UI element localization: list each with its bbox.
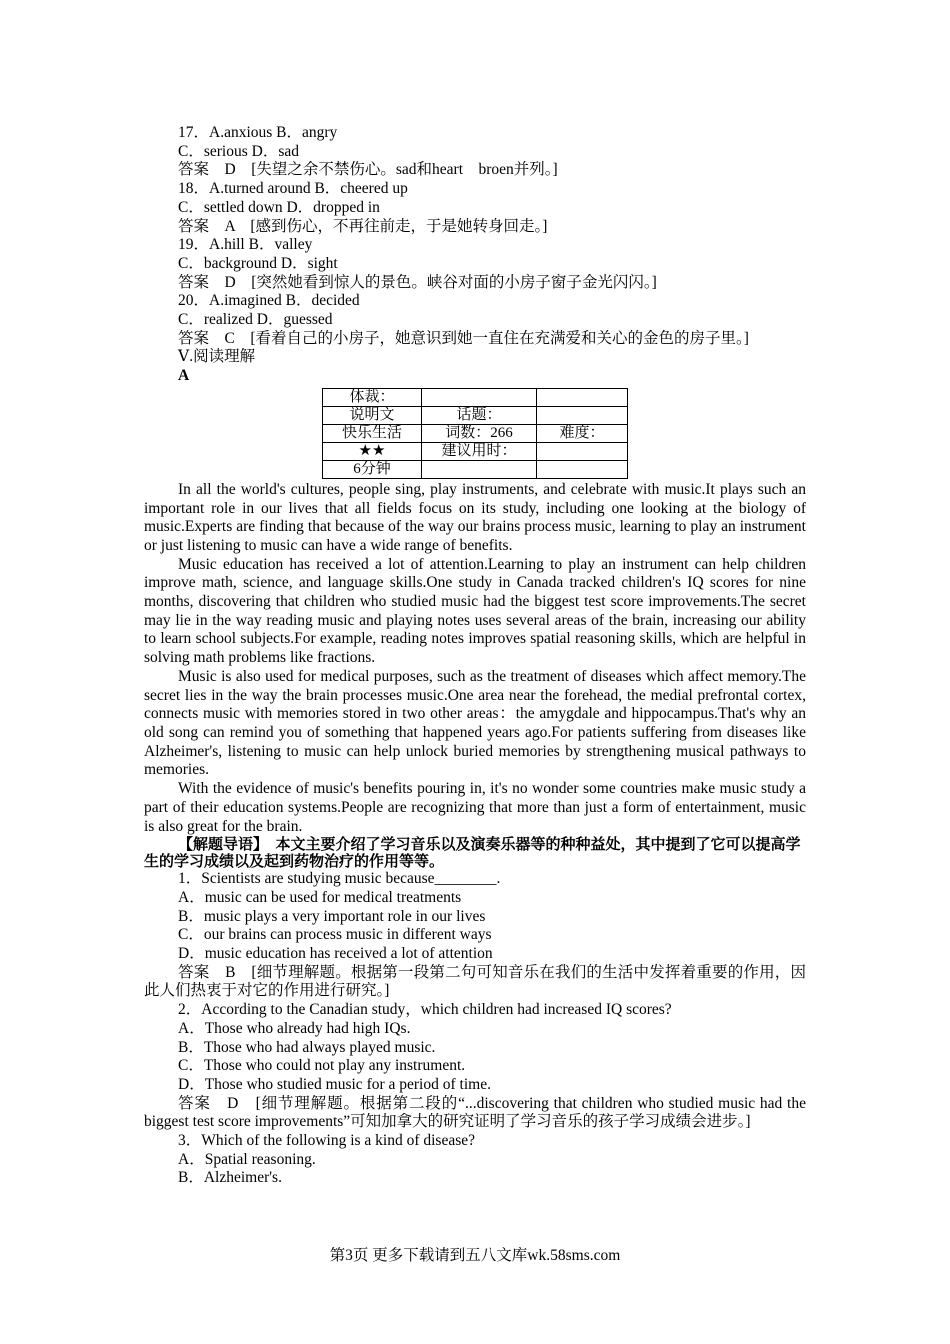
table-cell: 难度： (537, 424, 628, 442)
question-1-answer: 答案 B [细节理解题。根据第一段第二句可知音乐在我们的生活中发挥着重要的作用，因此人们热衷于对它的作用进行研究。] (144, 963, 806, 1000)
q19-question: 19．A.hill B．valley (178, 236, 313, 254)
question-2-option-a: A．Those who already had high IQs. (178, 1019, 411, 1037)
question-1-option-b: B．music plays a very important role in our lives (178, 907, 486, 925)
q17-options: C．serious D．sad (178, 142, 299, 160)
table-row (323, 406, 628, 424)
q17-question: 17．A.anxious B．angry (178, 124, 338, 141)
table-cell: 体裁： (323, 388, 422, 406)
table-row (323, 424, 628, 442)
page-footer: 第3页 更多下载请到五八文库wk.58sms.com (329, 1247, 621, 1264)
info-table (322, 388, 628, 479)
table-row (323, 388, 628, 406)
table-cell: 快乐生活 (323, 424, 422, 442)
question-1-option-c: C．our brains can process music in different ways (178, 926, 492, 944)
question-2-option-c: C．Those who could not play any instrument. (178, 1057, 466, 1075)
passage-paragraph-3: Music is also used for medical purposes, such as the treatment of diseases which affect memory.The secret lies in the way the brain processes music.One area near the forehead, the medial prefrontal cortex, connects music with memories stored in two other areas：the amygdale and hippocampus.That's why an old song can remind you of something that happened years ago.For patients suffering from diseases like Alzheimer's, listening to music can help unlock buried memories by strengthening musical pathways to memories. (144, 667, 806, 779)
table-cell (422, 388, 537, 406)
table-cell: 词数：266 (422, 424, 537, 442)
question-1-option-d: D．music education has received a lot of attention (178, 945, 493, 963)
table-cell: 6分钟 (323, 460, 422, 478)
q19-options: C．background D．sight (178, 254, 338, 272)
section-title: Ⅴ.阅读理解 (178, 348, 256, 366)
q20-question: 20．A.imagined B．decided (178, 292, 360, 310)
question-2-option-d: D．Those who studied music for a period of time. (178, 1075, 491, 1093)
passage-paragraph-2: Music education has received a lot of attention.Learning to play an instrument can help children improve math, science, and language skills.One study in Canada tracked children's IQ scores for nine months, discovering that children who studied music had the biggest test score improvements.The secret may lie in the way reading music and playing notes uses several areas of the brain, increasing our ability to learn school subjects.For example, reading notes improves spatial reasoning skills, which are helpful in solving math problems like fractions. (144, 555, 806, 667)
table-cell: 说明文 (323, 406, 422, 424)
q19-answer: 答案 D [突然她看到惊人的景色。峡谷对面的小房子窗子金光闪闪。] (178, 273, 657, 291)
question-3-option-b: B．Alzheimer's. (178, 1169, 282, 1187)
table-cell (537, 442, 628, 460)
question-3-option-a: A．Spatial reasoning. (178, 1150, 316, 1168)
q20-options: C．realized D．guessed (178, 311, 333, 329)
reading-guide: 【解题导语】 本文主要介绍了学习音乐以及演奏乐器等的种种益处，其中提到了它可以提高学生的学习成绩以及起到药物治疗的作用等等。 (144, 835, 801, 871)
q18-answer: 答案 A [感到伤心，不再往前走，于是她转身回走。] (178, 217, 548, 235)
table-row (323, 442, 628, 460)
table-cell (422, 460, 537, 478)
question-2-option-b: B．Those who had always played music. (178, 1038, 436, 1056)
q20-answer: 答案 C [看着自己的小房子，她意识到她一直住在充满爱和关心的金色的房子里。] (178, 329, 749, 347)
table-cell: 话题： (422, 406, 537, 424)
part-label: A (178, 367, 190, 385)
table-row (323, 460, 628, 478)
passage-paragraph-1: In all the world's cultures, people sing, play instruments, and celebrate with music.It plays such an important role in our lives that all fields focus on its study, including one looking at the biology of music.Experts are finding that because of the way our brains process music, learning to play an instrument or just listening to music can have a wide range of benefits. (144, 480, 806, 554)
question-3: 3．Which of the following is a kind of disease? (178, 1132, 476, 1150)
question-2: 2．According to the Canadian study，which children had increased IQ scores? (178, 1001, 672, 1019)
passage-paragraph-4: With the evidence of music's benefits pouring in, it's no wonder some countries make music study a part of their education systems.People are recognizing that more than just a form of entertainment, music is also great for the brain. (144, 780, 806, 835)
question-2-answer: 答案 D [细节理解题。根据第二段的“...discovering that children who studied music had the biggest test score improvements”可知加拿大的研究证明了学习音乐的孩子学习成绩会进步。] (144, 1094, 806, 1131)
q18-question: 18．A.turned around B．cheered up (178, 180, 408, 198)
table-cell: ★★ (323, 442, 422, 460)
page-content (144, 124, 806, 1188)
table-cell (537, 406, 628, 424)
question-1: 1．Scientists are studying music because________. (178, 870, 501, 888)
table-cell: 建议用时： (422, 442, 537, 460)
table-cell (537, 460, 628, 478)
q18-options: C．settled down D．dropped in (178, 198, 380, 216)
q17-answer: 答案 D [失望之余不禁伤心。sad和heart broen并列。] (178, 161, 558, 179)
table-cell (537, 388, 628, 406)
question-1-option-a: A．music can be used for medical treatments (178, 888, 462, 906)
